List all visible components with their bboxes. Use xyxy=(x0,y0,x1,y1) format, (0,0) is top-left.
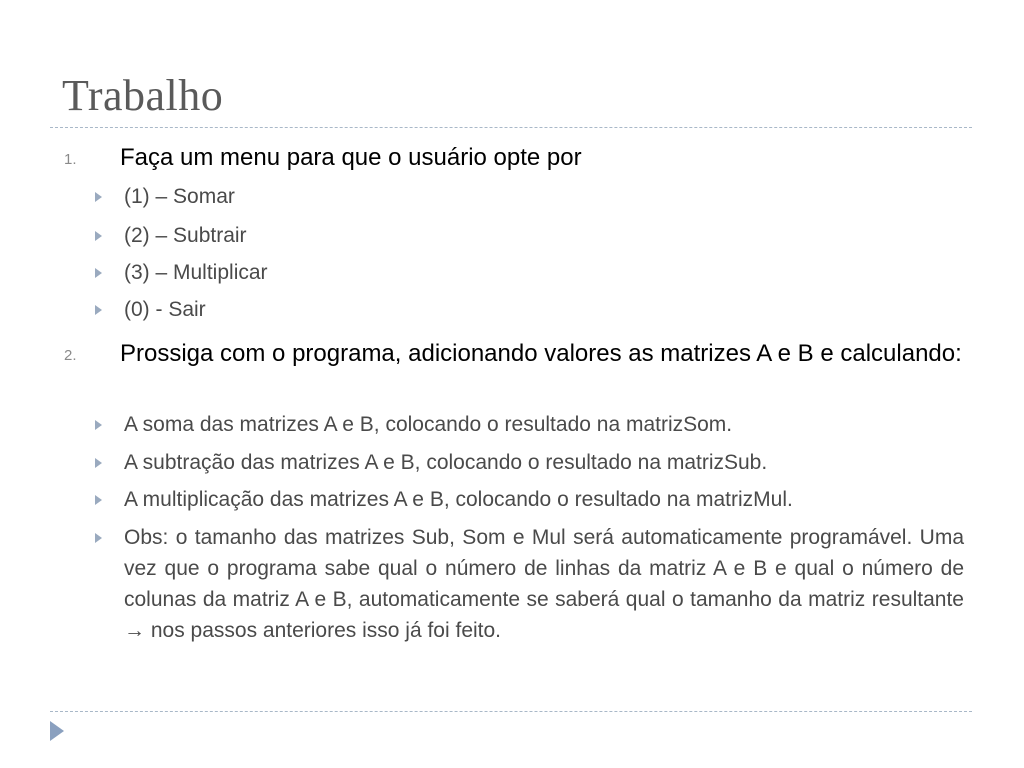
numbered-item-text: Prossiga com o programa, adicionando valores as matrizes A e B e calculando: xyxy=(120,340,962,367)
bullet-text: (0) - Sair xyxy=(124,298,206,321)
bullet-text: A multiplicação das matrizes A e B, colocando o resultado na matrizMul. xyxy=(124,488,793,511)
next-slide-arrow-icon[interactable] xyxy=(50,721,64,741)
bottom-divider xyxy=(50,711,972,712)
bullet-text: (2) – Subtrair xyxy=(124,224,247,247)
number-marker: 2. xyxy=(64,347,77,364)
bullet-text: A subtração das matrizes A e B, colocando o resultado na matrizSub. xyxy=(124,451,768,474)
bullet-text: A soma das matrizes A e B, colocando o resultado na matrizSom. xyxy=(124,413,733,436)
bullet-text: (3) – Multiplicar xyxy=(124,261,268,284)
bullet-text: (1) – Somar xyxy=(124,185,235,208)
triangle-right-icon xyxy=(95,231,102,241)
bullet-text: Obs: o tamanho das matrizes Sub, Som e Mul será automaticamente programável. Uma vez que o programa sabe qual o número de linhas da matriz A e B e qual o número de colunas da matriz A e B, automaticamente se saberá qual o tamanho da matriz resultante → nos passos anteriores isso já foi feito. xyxy=(124,526,964,642)
triangle-right-icon xyxy=(95,533,102,543)
triangle-right-icon xyxy=(95,495,102,505)
triangle-right-icon xyxy=(95,420,102,430)
triangle-right-icon xyxy=(95,458,102,468)
triangle-right-icon xyxy=(95,305,102,315)
slide-title: Trabalho xyxy=(62,71,224,120)
top-divider xyxy=(50,127,972,128)
number-marker: 1. xyxy=(64,151,77,168)
numbered-item-text: Faça um menu para que o usuário opte por xyxy=(120,144,582,171)
triangle-right-icon xyxy=(95,192,102,202)
triangle-right-icon xyxy=(95,268,102,278)
